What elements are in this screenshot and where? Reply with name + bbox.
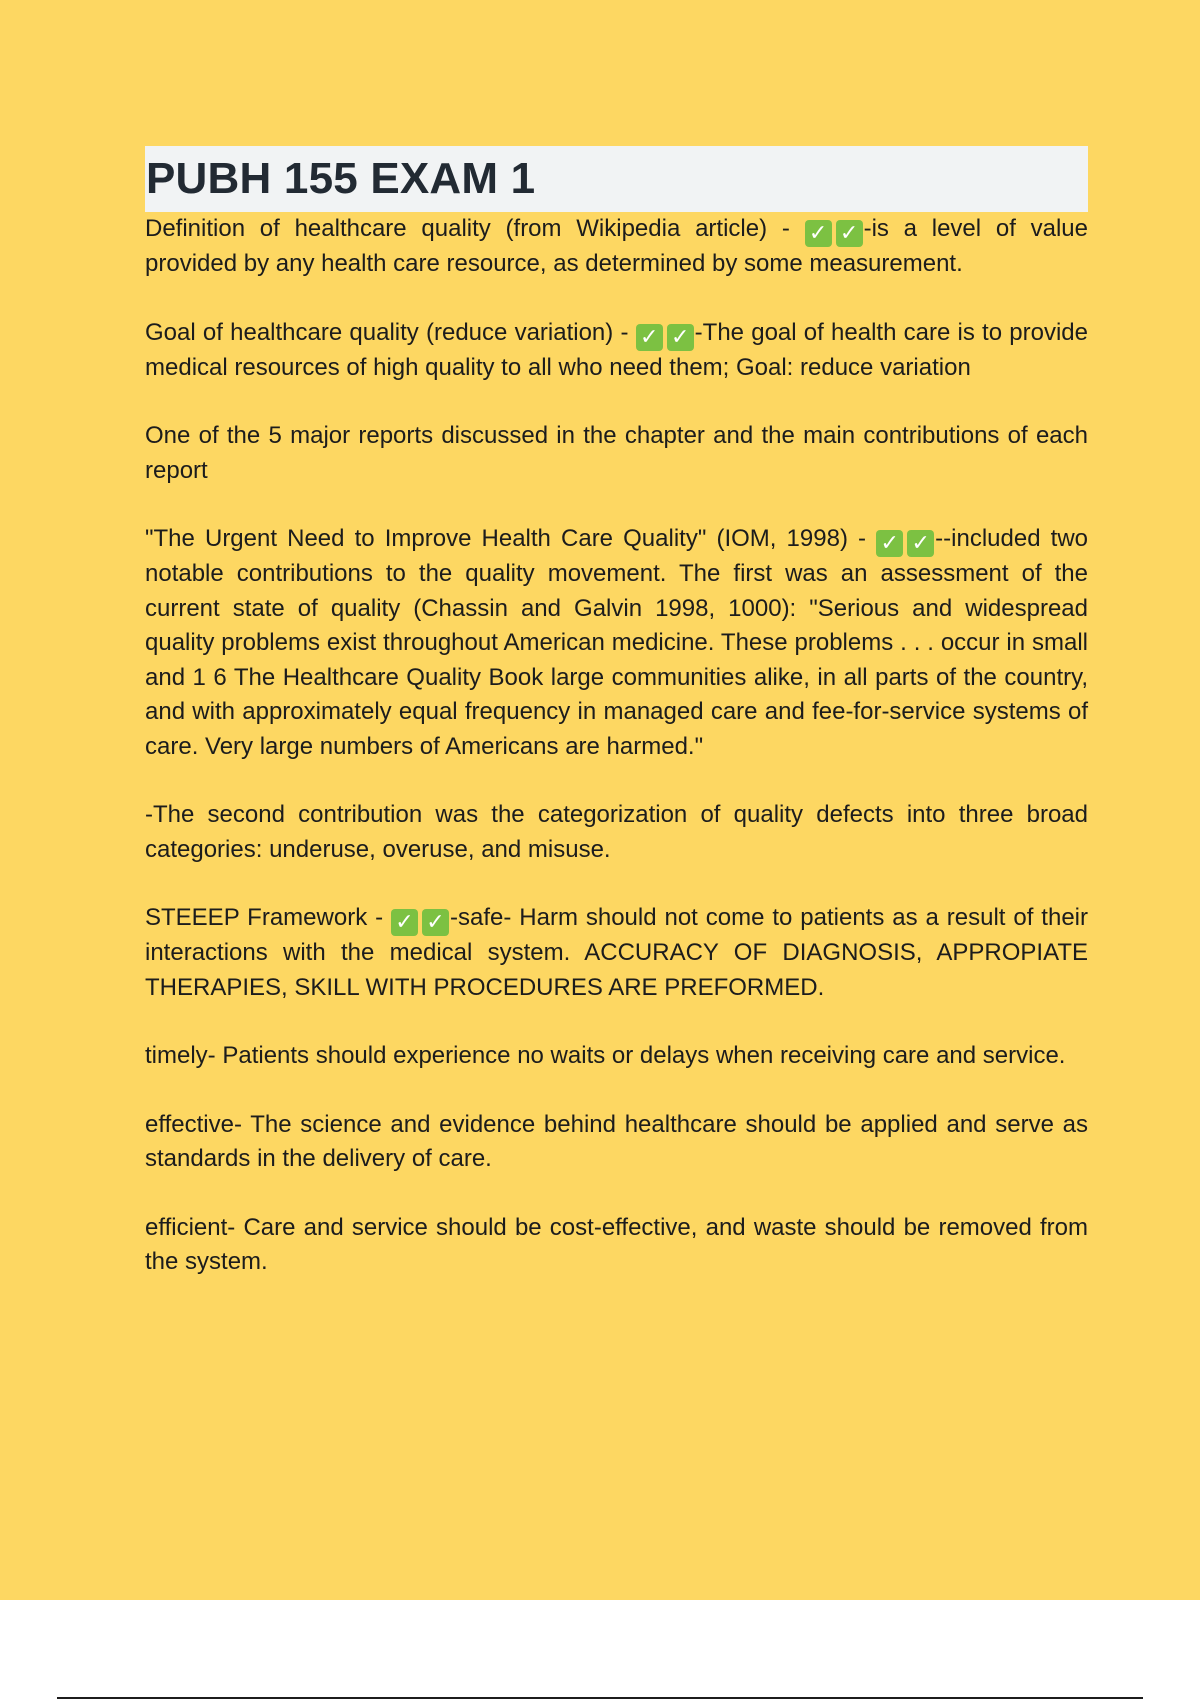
check-mark-icon: ✓	[876, 530, 903, 557]
document-title: PUBH 155 EXAM 1	[146, 154, 536, 203]
entry-lead: "The Urgent Need to Improve Health Care Quality" (IOM, 1998) -	[145, 525, 877, 552]
footer-divider	[57, 1697, 1143, 1699]
entry-lead: STEEEP Framework -	[145, 904, 392, 931]
entry-answer: --included two notable contributions to the quality movement. The first was an assessment of the current state of quality (Chassin and Galvin 1998, 1000): "Serious and widespread quality problems exist throughout American medicine. These problems . . . occur in small and 1 6 The Healthcare Quality Book large communities alike, in all parts of the country, and with approximately equal frequency in managed care and fee-for-service systems of care. Very large numbers of Americans are harmed."	[145, 525, 1088, 760]
entry-goal	[145, 316, 1088, 386]
document-content	[145, 146, 1088, 1280]
entry-answer: -safe- Harm should not come to patients as a result of their interactions with the medical system. ACCURACY OF DIAGNOSIS, APPROPIATE THERAPIES, SKILL WITH PROCEDURES ARE PREFORMED.	[145, 904, 1088, 1001]
entry-second-contribution	[145, 798, 1088, 867]
entry-answer: -is a level of value provided by any health care resource, as determined by some measurement.	[145, 215, 1089, 277]
entry-effective	[145, 1108, 1088, 1177]
check-mark-icon: ✓	[836, 220, 863, 247]
entry-answer: -The goal of health care is to provide medical resources of high quality to all who need them; Goal: reduce variation	[145, 318, 1088, 381]
entry-text: One of the 5 major reports discussed in the chapter and the main contributions of each report	[145, 422, 1088, 484]
entry-definition	[145, 212, 1088, 282]
entry-text: effective- The science and evidence behind healthcare should be applied and serve as standards in the delivery of care.	[145, 1110, 1088, 1172]
entry-efficient	[145, 1211, 1088, 1280]
entry-urgent-need	[145, 522, 1088, 764]
entry-reports-question	[145, 419, 1088, 488]
title-bar	[145, 146, 1088, 212]
entry-steeep	[145, 901, 1088, 1005]
check-mark-icon: ✓	[391, 909, 418, 936]
entry-lead: Definition of healthcare quality (from Wikipedia article) -	[145, 215, 805, 242]
entry-text: timely- Patients should experience no waits or delays when receiving care and service.	[145, 1042, 1066, 1069]
entry-text: efficient- Care and service should be cost-effective, and waste should be removed from the system.	[145, 1213, 1088, 1275]
check-mark-icon: ✓	[636, 324, 663, 351]
check-mark-icon: ✓	[422, 909, 449, 936]
entry-text: -The second contribution was the categorization of quality defects into three broad categories: underuse, overuse, and misuse.	[145, 801, 1088, 863]
entry-lead: Goal of healthcare quality (reduce variation) -	[145, 318, 636, 346]
check-mark-icon: ✓	[805, 220, 832, 247]
check-mark-icon: ✓	[667, 324, 694, 351]
check-mark-icon: ✓	[907, 530, 934, 557]
entry-timely	[145, 1039, 1088, 1074]
